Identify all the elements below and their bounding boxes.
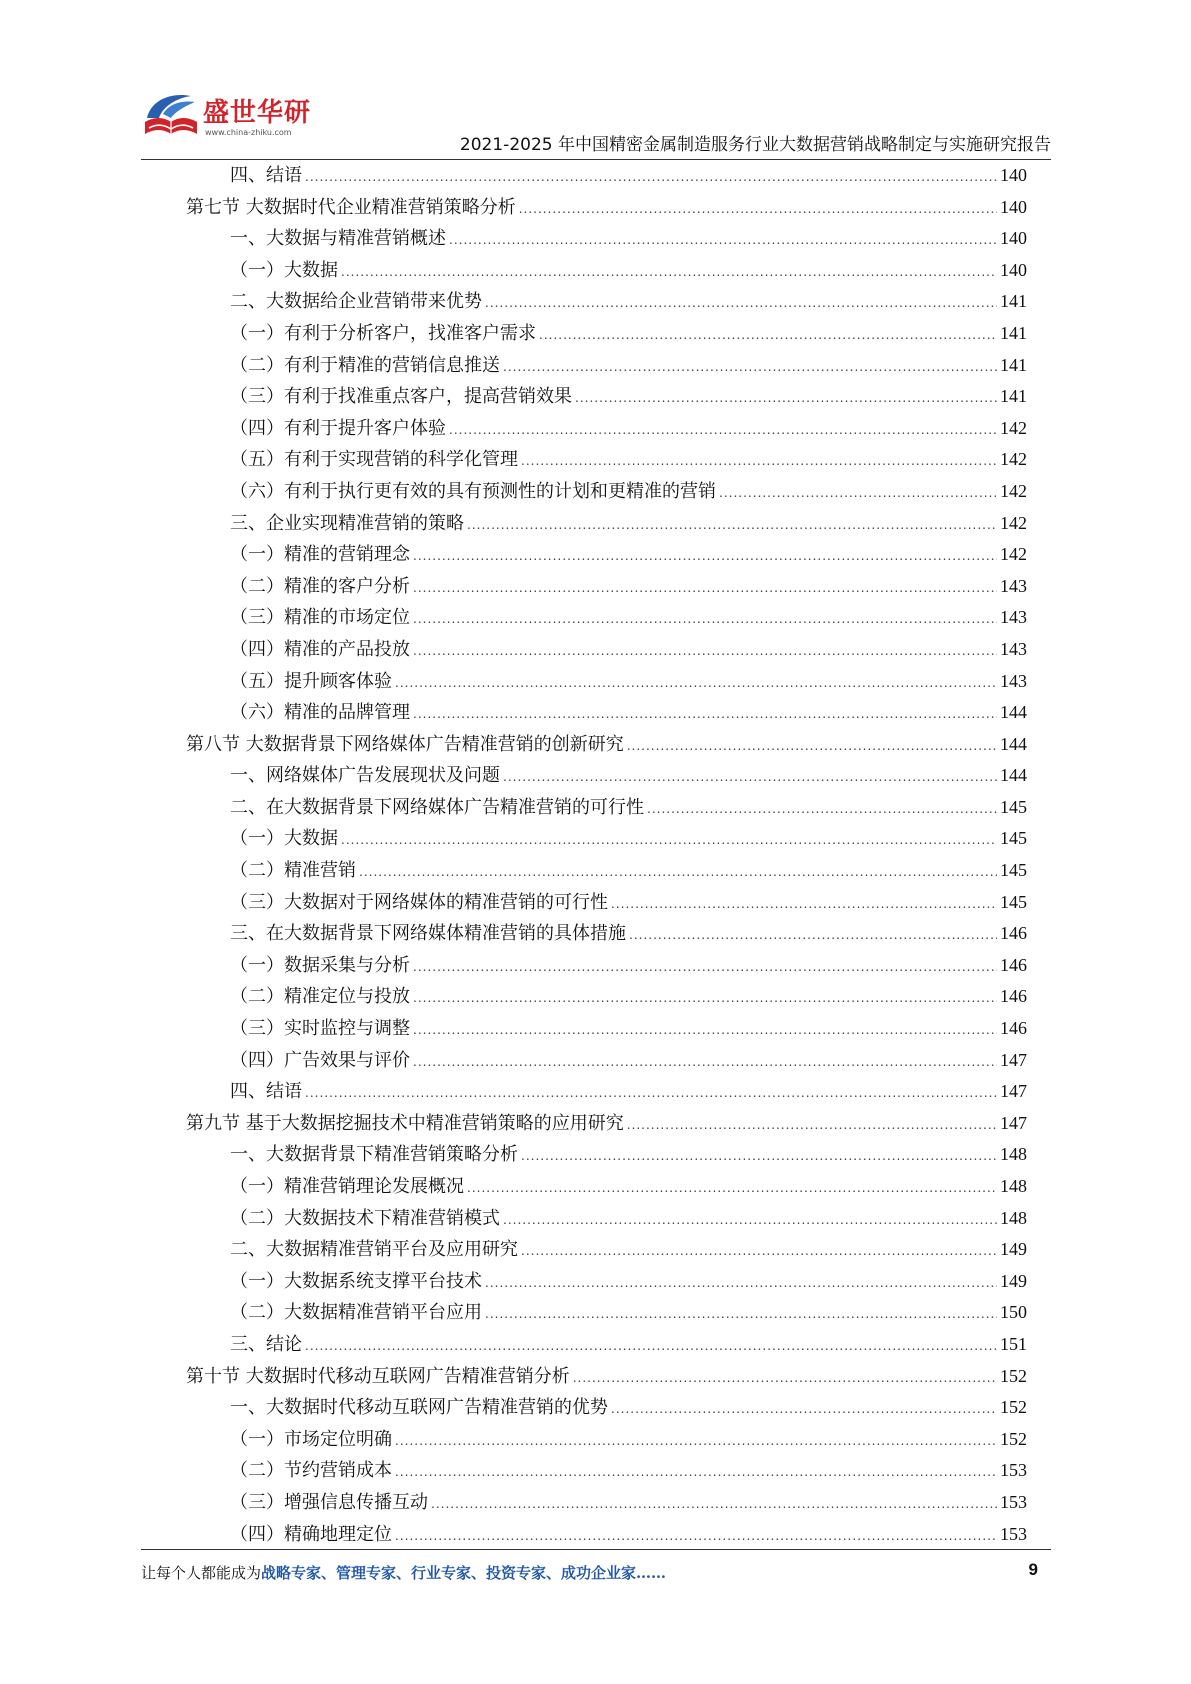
toc-entry-page: 143: [1000, 607, 1027, 628]
toc-entry-page: 142: [1000, 480, 1027, 501]
toc-entry-page: 153: [1000, 1491, 1027, 1512]
toc-entry-page: 152: [1000, 1397, 1027, 1418]
toc-entry[interactable]: [141, 255, 1027, 287]
toc-entry-label: 一、大数据背景下精准营销策略分析: [230, 1144, 518, 1166]
toc-leader-dots: [575, 383, 997, 415]
toc-entry-page: 149: [1000, 1239, 1027, 1260]
toc-leader-dots: [305, 1078, 997, 1110]
toc-entry[interactable]: [141, 602, 1027, 634]
toc-leader-dots: [413, 636, 997, 668]
toc-entry[interactable]: [141, 192, 1027, 224]
toc-entry-label: （一）数据采集与分析: [230, 954, 410, 976]
brand-logo: [141, 80, 311, 150]
toc-leader-dots: [413, 573, 997, 605]
toc-leader-dots: [647, 794, 997, 826]
toc-entry-label: （一）大数据系统支撑平台技术: [230, 1270, 482, 1292]
toc-leader-dots: [627, 731, 997, 763]
toc-entry[interactable]: [141, 918, 1027, 950]
report-title: 2021-2025 年中国精密金属制造服务行业大数据营销战略制定与实施研究报告: [459, 135, 1051, 155]
toc-entry[interactable]: [141, 286, 1027, 318]
toc-entry-label: 三、在大数据背景下网络媒体精准营销的具体措施: [230, 923, 626, 945]
toc-entry-page: 142: [1000, 544, 1027, 565]
toc-entry-page: 152: [1000, 1365, 1027, 1386]
toc-entry-page: 141: [1000, 322, 1027, 343]
toc-entry-label: （三）实时监控与调整: [230, 1018, 410, 1040]
toc-entry-label: （五）提升顾客体验: [230, 670, 392, 692]
toc-entry-page: 144: [1000, 733, 1027, 754]
toc-entry-label: （六）有利于执行更有效的具有预测性的计划和更精准的营销: [230, 480, 716, 502]
page-footer: [141, 1560, 1046, 1600]
toc-entry-page: 143: [1000, 575, 1027, 596]
toc-entry[interactable]: [141, 571, 1027, 603]
table-of-contents: [141, 160, 1027, 1550]
toc-entry-label: （一）市场定位明确: [230, 1428, 392, 1450]
toc-entry[interactable]: [141, 634, 1027, 666]
toc-entry-page: 140: [1000, 165, 1027, 185]
toc-entry[interactable]: [141, 981, 1027, 1013]
toc-leader-dots: [519, 194, 997, 226]
toc-leader-dots: [521, 446, 997, 478]
toc-entry[interactable]: [141, 539, 1027, 571]
toc-entry-page: 153: [1000, 1460, 1027, 1481]
toc-leader-dots: [341, 825, 997, 857]
toc-entry[interactable]: [141, 223, 1027, 255]
toc-leader-dots: [413, 541, 997, 573]
toc-entry-label: （一）精准的营销理念: [230, 544, 410, 566]
toc-leader-dots: [467, 1173, 997, 1205]
toc-entry[interactable]: [141, 381, 1027, 413]
toc-entry-label: （四）广告效果与评价: [230, 1049, 410, 1071]
page-header: [141, 80, 1051, 158]
toc-entry[interactable]: [141, 1171, 1027, 1203]
toc-entry-label: （四）精确地理定位: [230, 1523, 392, 1545]
toc-entry-page: 147: [1000, 1081, 1027, 1102]
toc-entry-page: 148: [1000, 1176, 1027, 1196]
toc-leader-dots: [629, 920, 997, 952]
toc-entry-label: 一、大数据时代移动互联网广告精准营销的优势: [230, 1397, 608, 1419]
page-number: 9: [1028, 1560, 1038, 1579]
toc-entry-page: 150: [1000, 1302, 1027, 1323]
toc-entry-label: 四、结语: [230, 1081, 302, 1103]
toc-entry-page: 144: [1000, 765, 1027, 786]
toc-entry-label: （六）精准的品牌管理: [230, 702, 410, 724]
toc-leader-dots: [413, 983, 997, 1015]
toc-leader-dots: [485, 1268, 997, 1300]
toc-entry[interactable]: [141, 887, 1027, 919]
toc-entry-label: （三）增强信息传播互动: [230, 1491, 428, 1513]
footer-slogan: [141, 1562, 666, 1583]
toc-leader-dots: [431, 1489, 997, 1521]
toc-entry[interactable]: [141, 950, 1027, 982]
toc-entry-label: 三、企业实现精准营销的策略: [230, 512, 464, 534]
toc-leader-dots: [539, 320, 997, 352]
toc-entry[interactable]: [141, 760, 1027, 792]
toc-entry[interactable]: [141, 1139, 1027, 1171]
toc-entry-label: （三）精准的市场定位: [230, 607, 410, 629]
toc-leader-dots: [413, 604, 997, 636]
toc-entry[interactable]: [141, 729, 1027, 761]
toc-leader-dots: [359, 857, 997, 889]
toc-leader-dots: [521, 1141, 997, 1173]
toc-entry[interactable]: [141, 1329, 1027, 1361]
toc-entry[interactable]: [141, 855, 1027, 887]
toc-entry-page: 143: [1000, 670, 1027, 691]
toc-entry-label: （二）精准定位与投放: [230, 986, 410, 1008]
toc-entry[interactable]: [141, 1045, 1027, 1077]
toc-entry[interactable]: [141, 1455, 1027, 1487]
toc-entry-page: 142: [1000, 449, 1027, 470]
toc-entry-label: 二、在大数据背景下网络媒体广告精准营销的可行性: [230, 796, 644, 818]
toc-entry-label: （一）有利于分析客户，找准客户需求: [230, 322, 536, 344]
toc-entry-page: 147: [1000, 1112, 1027, 1133]
toc-entry[interactable]: [141, 1234, 1027, 1266]
toc-entry[interactable]: [141, 1392, 1027, 1424]
toc-entry-label: （二）有利于精准的营销信息推送: [230, 354, 500, 376]
slogan-prefix: 让每个人都能成为: [141, 1564, 262, 1582]
toc-entry-page: 144: [1000, 702, 1027, 723]
toc-entry-label: 一、网络媒体广告发展现状及问题: [230, 765, 500, 787]
toc-entry-page: 145: [1000, 860, 1027, 881]
toc-entry[interactable]: [141, 413, 1027, 445]
toc-leader-dots: [719, 478, 997, 510]
toc-entry-label: （五）有利于实现营销的科学化管理: [230, 449, 518, 471]
toc-entry-page: 146: [1000, 923, 1027, 944]
toc-entry[interactable]: [141, 1424, 1027, 1456]
toc-entry-label: （三）有利于找准重点客户，提高营销效果: [230, 386, 572, 408]
toc-entry-page: 141: [1000, 354, 1027, 375]
toc-entry-page: 148: [1000, 1207, 1027, 1228]
toc-entry-label: （三）大数据对于网络媒体的精准营销的可行性: [230, 891, 608, 913]
toc-leader-dots: [521, 1236, 997, 1268]
toc-entry[interactable]: [141, 1361, 1027, 1393]
toc-entry-page: 145: [1000, 891, 1027, 912]
toc-leader-dots: [413, 1015, 997, 1047]
toc-entry-page: 145: [1000, 796, 1027, 817]
toc-entry-page: 145: [1000, 828, 1027, 849]
toc-entry-label: 四、结语: [230, 165, 302, 186]
toc-leader-dots: [395, 668, 997, 700]
toc-entry[interactable]: [141, 444, 1027, 476]
toc-leader-dots: [503, 1205, 997, 1237]
toc-leader-dots: [449, 415, 997, 447]
toc-entry-label: 第十节 大数据时代移动互联网广告精准营销分析: [186, 1365, 570, 1387]
toc-leader-dots: [449, 225, 997, 257]
toc-leader-dots: [305, 1331, 997, 1363]
toc-leader-dots: [627, 1110, 997, 1142]
book-swoosh-logo-icon: [141, 88, 201, 144]
toc-leader-dots: [413, 1047, 997, 1079]
toc-leader-dots: [503, 352, 997, 384]
toc-entry[interactable]: [141, 1487, 1027, 1519]
toc-leader-dots: [341, 257, 997, 289]
brand-name: 盛世华研: [203, 98, 312, 128]
toc-entry-label: （二）精准的客户分析: [230, 575, 410, 597]
toc-entry-label: 第七节 大数据时代企业精准营销策略分析: [186, 196, 516, 218]
toc-leader-dots: [485, 1299, 997, 1331]
toc-entry-label: （一）精准营销理论发展概况: [230, 1176, 464, 1197]
toc-entry[interactable]: [141, 792, 1027, 824]
toc-entry-page: 153: [1000, 1523, 1027, 1544]
toc-entry-page: 141: [1000, 386, 1027, 407]
toc-entry-page: 142: [1000, 417, 1027, 438]
toc-entry-label: 一、大数据与精准营销概述: [230, 228, 446, 250]
toc-entry-page: 148: [1000, 1144, 1027, 1165]
toc-entry-page: 140: [1000, 228, 1027, 249]
toc-entry-page: 146: [1000, 954, 1027, 975]
toc-entry-page: 143: [1000, 638, 1027, 659]
toc-leader-dots: [503, 762, 997, 794]
toc-entry[interactable]: [141, 697, 1027, 729]
toc-entry[interactable]: [141, 1203, 1027, 1235]
toc-entry-label: 第九节 基于大数据挖掘技术中精准营销策略的应用研究: [186, 1112, 624, 1134]
toc-entry[interactable]: [141, 508, 1027, 540]
toc-entry[interactable]: [141, 823, 1027, 855]
toc-leader-dots: [395, 1426, 997, 1458]
toc-entry-page: 146: [1000, 986, 1027, 1007]
toc-leader-dots: [413, 699, 997, 731]
toc-entry-page: 146: [1000, 1018, 1027, 1039]
toc-entry[interactable]: [141, 318, 1027, 350]
toc-entry-label: （四）精准的产品投放: [230, 638, 410, 660]
toc-entry[interactable]: [141, 1297, 1027, 1329]
toc-leader-dots: [395, 1457, 997, 1489]
toc-entry-page: 142: [1000, 512, 1027, 533]
toc-entry[interactable]: [141, 160, 1027, 192]
toc-entry[interactable]: [141, 476, 1027, 508]
toc-leader-dots: [485, 288, 997, 320]
toc-entry-label: （四）有利于提升客户体验: [230, 417, 446, 439]
toc-entry-label: （一）大数据: [230, 828, 338, 850]
toc-entry-label: 二、大数据给企业营销带来优势: [230, 291, 482, 313]
toc-entry[interactable]: [141, 350, 1027, 382]
brand-url: www.china-zhiku.com: [205, 128, 292, 137]
toc-entry[interactable]: [141, 1519, 1027, 1551]
footer-divider: [141, 1549, 1051, 1550]
toc-entry[interactable]: [141, 1076, 1027, 1108]
toc-entry-label: （二）大数据精准营销平台应用: [230, 1302, 482, 1324]
toc-entry-page: 151: [1000, 1333, 1027, 1354]
toc-leader-dots: [573, 1363, 997, 1395]
toc-entry-label: 第八节 大数据背景下网络媒体广告精准营销的创新研究: [186, 733, 624, 755]
toc-entry-page: 141: [1000, 291, 1027, 312]
toc-entry-label: （二）大数据技术下精准营销模式: [230, 1207, 500, 1229]
toc-entry-page: 140: [1000, 196, 1027, 217]
toc-entry[interactable]: [141, 1108, 1027, 1140]
toc-entry-label: （二）精准营销: [230, 860, 356, 882]
toc-leader-dots: [395, 1521, 997, 1553]
toc-entry[interactable]: [141, 666, 1027, 698]
toc-entry-page: 140: [1000, 259, 1027, 280]
toc-entry[interactable]: [141, 1013, 1027, 1045]
toc-leader-dots: [305, 162, 997, 194]
toc-leader-dots: [611, 1394, 997, 1426]
toc-entry-page: 152: [1000, 1428, 1027, 1449]
toc-leader-dots: [413, 952, 997, 984]
slogan-highlight: 战略专家、管理专家、行业专家、投资专家、成功企业家……: [261, 1564, 667, 1582]
toc-entry-label: （二）节约营销成本: [230, 1460, 392, 1482]
toc-leader-dots: [611, 889, 997, 921]
toc-entry[interactable]: [141, 1266, 1027, 1298]
toc-entry-label: 二、大数据精准营销平台及应用研究: [230, 1239, 518, 1261]
toc-entry-label: （一）大数据: [230, 259, 338, 281]
toc-entry-page: 149: [1000, 1270, 1027, 1291]
toc-entry-page: 147: [1000, 1049, 1027, 1070]
toc-entry-label: 三、结论: [230, 1333, 302, 1355]
toc-leader-dots: [467, 510, 997, 542]
